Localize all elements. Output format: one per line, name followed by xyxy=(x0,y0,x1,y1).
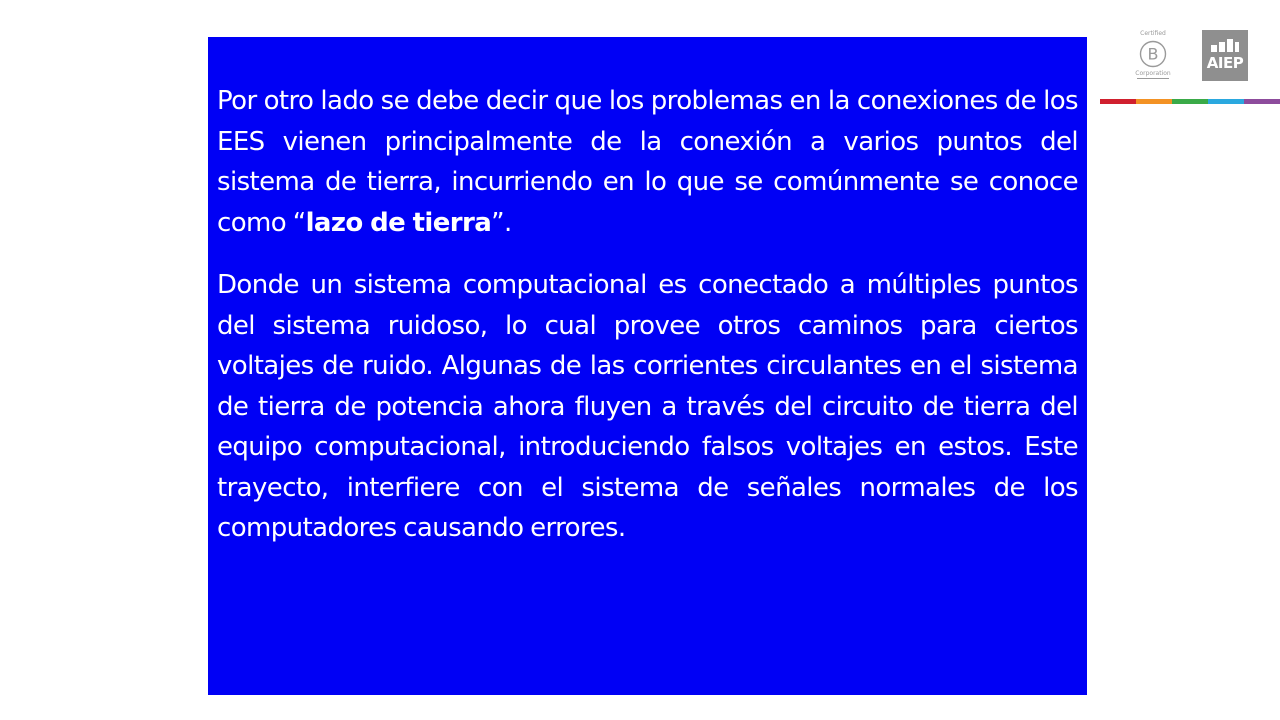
stripe-orange xyxy=(1136,99,1172,104)
stripe-blue xyxy=(1208,99,1244,104)
aiep-logo-text: AIEP xyxy=(1206,54,1244,72)
emphasis-ground-loop: lazo de tierra xyxy=(305,207,492,238)
quote-open: “ xyxy=(292,207,306,238)
aiep-building-icon xyxy=(1210,38,1240,52)
quote-close: ”. xyxy=(491,207,512,238)
b-corp-circle-icon xyxy=(1139,40,1167,68)
stripe-red xyxy=(1100,99,1136,104)
bcorp-certified-label: Certified xyxy=(1140,30,1166,37)
slide-content-panel xyxy=(208,37,1087,695)
bcorp-underline xyxy=(1137,78,1169,79)
paragraph-1-text: Por otro lado se debe decir que los problemas en la conexiones de los EES vienen principalmente de la conexión a varios puntos del sistema de tierra, incurriendo en lo que se comúnmente se conoce como xyxy=(217,86,1078,238)
stripe-purple xyxy=(1244,99,1280,104)
paragraph-ground-loop xyxy=(217,81,1078,243)
bcorp-letter: B xyxy=(1147,44,1159,64)
brand-color-stripe xyxy=(1100,99,1280,104)
certified-b-corporation-logo xyxy=(1133,30,1173,82)
stripe-green xyxy=(1172,99,1208,104)
bcorp-corporation-label: Corporation xyxy=(1135,70,1171,77)
aiep-logo xyxy=(1202,30,1248,81)
paragraph-computational-system: Donde un sistema computacional es conectado a múltiples puntos del sistema ruidoso, lo cual provee otros caminos para ciertos voltajes de ruido. Algunas de las corrientes circulantes en el sistema de tierra de potencia ahora fluyen a través del circuito de tierra del equipo computacional, introduciendo falsos voltajes en estos. Este trayecto, interfiere con el sistema de señales normales de los computadores causando errores. xyxy=(217,270,1078,543)
slide-body-text xyxy=(217,81,1078,549)
